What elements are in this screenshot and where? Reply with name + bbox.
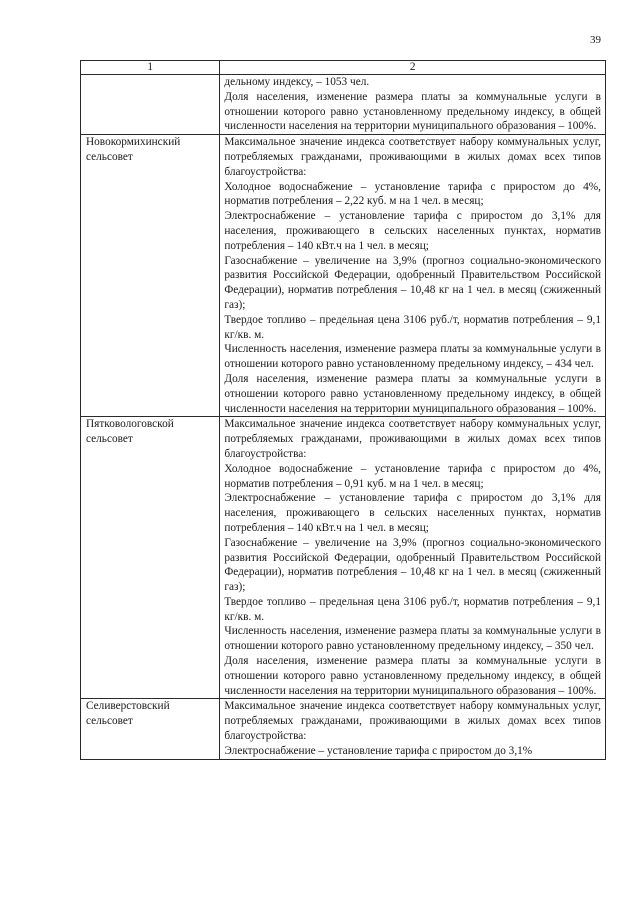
table-row-novokormikhinsky <box>81 135 606 417</box>
paragraph: Максимальное значение индекса соответствует набору коммунальных услуг, потребляемых гражданами, проживающими в жилых домах всех типов благоустройства: <box>224 700 601 743</box>
page-number: 39 <box>590 34 601 46</box>
paragraph: Доля населения, изменение размера платы за коммунальные услуги в отношении которого равно установленному предельному индексу, в общей численности населения на территории муниципального образования – 100%. <box>224 655 601 697</box>
paragraph: Электроснабжение – установление тарифа с приростом до 3,1% <box>224 744 533 757</box>
region-cell-empty <box>81 75 220 135</box>
paragraph: Холодное водоснабжение – установление тарифа с приростом до 4%, норматив потребления – 2,22 куб. м на 1 чел. в месяц; <box>224 180 601 208</box>
region-cell <box>81 135 220 417</box>
paragraph: Твердое топливо – предельная цена 3106 руб./т, норматив потребления – 9,1 кг/кв. м. <box>224 595 601 623</box>
continuation-paragraph: дельному индексу, – 1053 чел. <box>224 76 370 88</box>
region-cell <box>81 699 220 759</box>
column-header-1: 1 <box>81 61 220 75</box>
table-row-seliverstovsky <box>81 699 606 759</box>
paragraph: Максимальное значение индекса соответствует набору коммунальных услуг, потребляемых гражданами, проживающими в жилых домах всех типов благоустройства: <box>224 418 601 460</box>
region-name: Новокормихинский сельсовет <box>86 136 181 163</box>
paragraph: Газоснабжение – увеличение на 3,9% (прогноз социально-экономического развития Российской Федерации, одобренный Правительством Российской Федерации), норматив потребления – 10,48 кг на 1 чел. в месяц (сжиженный газ); <box>224 254 601 311</box>
paragraph: Электроснабжение – установление тарифа с приростом до 3,1% для населения, проживающего в сельских населенных пунктах, норматив потребления – 140 кВт.ч на 1 чел. в месяц; <box>224 492 601 534</box>
paragraph: Газоснабжение – увеличение на 3,9% (прогноз социально-экономического развития Российской Федерации, одобренный Правительством Российской Федерации), норматив потребления – 10,48 кг на 1 чел. в месяц (сжиженный газ); <box>224 536 601 594</box>
description-cell <box>220 135 606 417</box>
tariff-table <box>80 60 606 760</box>
paragraph: Твердое топливо – предельная цена 3106 руб./т, норматив потребления – 9,1 кг/кв. м. <box>224 313 601 341</box>
region-name: Селиверстовский сельсовет <box>86 700 170 728</box>
table-header-row <box>81 61 606 75</box>
paragraph: Максимальное значение индекса соответствует набору коммунальных услуг, потребляемых гражданами, проживающими в жилых домах всех типов благоустройства: <box>224 136 601 178</box>
table-row-continuation <box>81 75 606 135</box>
continuation-paragraph: Доля населения, изменение размера платы за коммунальные услуги в отношении которого равно установленному предельному индексу, в общей численности населения на территории муниципального образования – 100%. <box>224 90 601 133</box>
paragraph: Электроснабжение – установление тарифа с приростом до 3,1% для населения, проживающего в сельских населенных пунктах, норматив потребления – 140 кВт.ч на 1 чел. в месяц; <box>224 210 601 252</box>
column-header-2: 2 <box>220 61 606 75</box>
paragraph: Численность населения, изменение размера платы за коммунальные услуги в отношении которого равно установленному предельному индексу, – 434 чел. <box>224 343 601 371</box>
description-cell <box>220 417 606 699</box>
paragraph: Численность населения, изменение размера платы за коммунальные услуги в отношении которого равно установленному предельному индексу, – 350 чел. <box>224 625 601 653</box>
region-cell <box>81 417 220 699</box>
region-name: Пятковологовской сельсовет <box>86 418 174 446</box>
paragraph: Холодное водоснабжение – установление тарифа с приростом до 4%, норматив потребления – 0,91 куб. м на 1 чел. в месяц; <box>224 462 601 490</box>
description-cell <box>220 75 606 135</box>
table-row-pyatkovologovskoy <box>81 417 606 699</box>
paragraph: Доля населения, изменение размера платы за коммунальные услуги в отношении которого равно установленному предельному индексу, в общей численности населения на территории муниципального образования – 100%. <box>224 372 601 415</box>
description-cell <box>220 699 606 759</box>
